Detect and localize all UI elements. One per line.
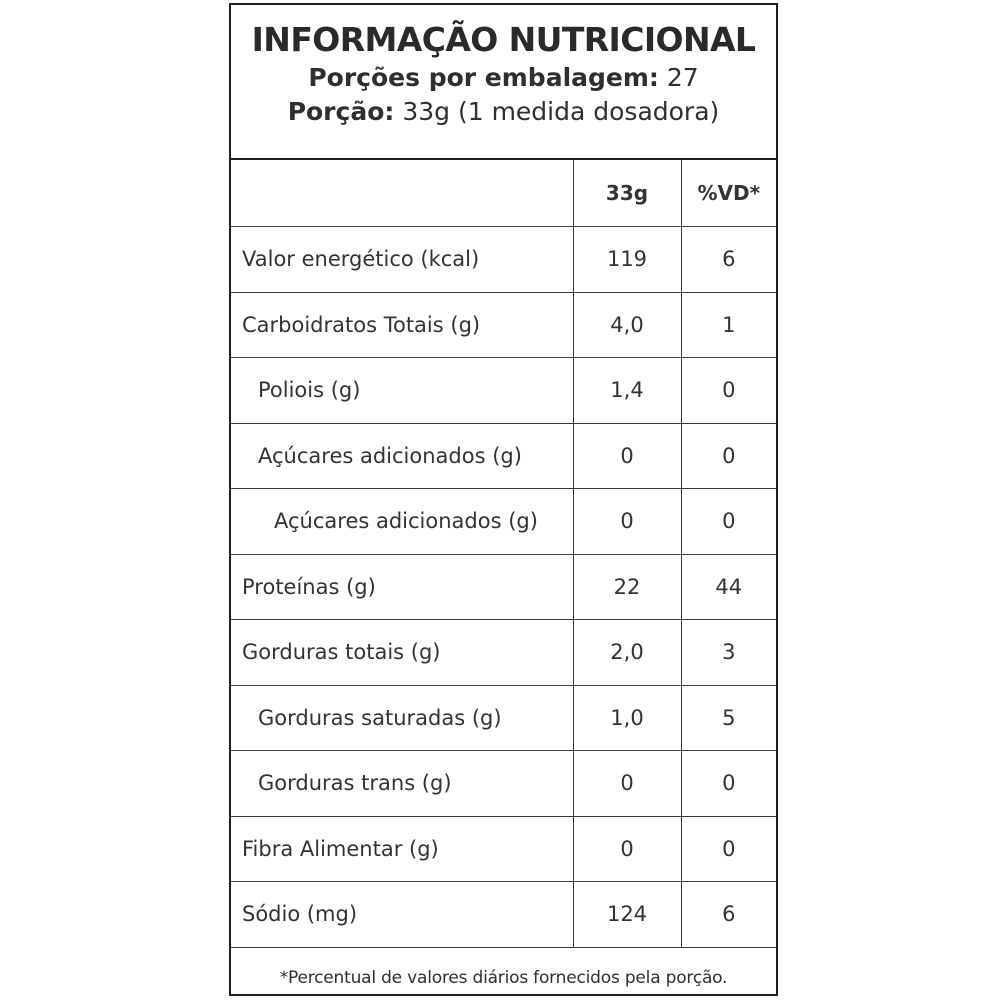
table-row xyxy=(231,816,776,882)
nutrient-amount: 0 xyxy=(573,751,681,817)
table-row xyxy=(231,489,776,555)
nutrient-daily-value: 3 xyxy=(681,620,776,686)
nutrient-daily-value: 5 xyxy=(681,685,776,751)
table-row xyxy=(231,620,776,686)
nutrient-amount: 22 xyxy=(573,554,681,620)
table-row xyxy=(231,554,776,620)
nutrient-daily-value: 44 xyxy=(681,554,776,620)
table-row xyxy=(231,423,776,489)
servings-value: 27 xyxy=(666,63,699,92)
portion-label: Porção: xyxy=(287,97,395,126)
table-row xyxy=(231,358,776,424)
nutrient-name: Fibra Alimentar (g) xyxy=(231,816,573,882)
nutrient-amount: 0 xyxy=(573,816,681,882)
table-row xyxy=(231,882,776,948)
nutrient-amount: 0 xyxy=(573,423,681,489)
table-row xyxy=(231,227,776,293)
nutrient-name: Carboidratos Totais (g) xyxy=(231,292,573,358)
nutrient-daily-value: 0 xyxy=(681,816,776,882)
nutrient-amount: 0 xyxy=(573,489,681,555)
nutrient-amount: 1,4 xyxy=(573,358,681,424)
nutrient-daily-value: 0 xyxy=(681,751,776,817)
nutrient-amount: 2,0 xyxy=(573,620,681,686)
portion-value: 33g (1 medida dosadora) xyxy=(402,97,720,126)
table-row xyxy=(231,751,776,817)
nutrient-name: Açúcares adicionados (g) xyxy=(231,423,573,489)
nutrient-name: Gorduras totais (g) xyxy=(231,620,573,686)
servings-label: Porções por embalagem: xyxy=(308,63,659,92)
nutrient-name: Proteínas (g) xyxy=(231,554,573,620)
nutrient-daily-value: 0 xyxy=(681,358,776,424)
nutrient-name: Valor energético (kcal) xyxy=(231,227,573,293)
nutrition-table-body xyxy=(231,227,776,948)
nutrient-name: Gorduras saturadas (g) xyxy=(231,685,573,751)
nutrient-daily-value: 1 xyxy=(681,292,776,358)
nutrient-daily-value: 0 xyxy=(681,489,776,555)
nutrition-table xyxy=(231,160,776,948)
label-header xyxy=(231,5,776,160)
column-header-nutrient xyxy=(231,160,573,227)
footnote: *Percentual de valores diários fornecidos pela porção. xyxy=(279,968,728,988)
nutrient-daily-value: 0 xyxy=(681,423,776,489)
nutrient-name: Gorduras trans (g) xyxy=(231,751,573,817)
nutrient-daily-value: 6 xyxy=(681,882,776,948)
table-row xyxy=(231,292,776,358)
table-row xyxy=(231,685,776,751)
nutrient-amount: 119 xyxy=(573,227,681,293)
label-title: INFORMAÇÃO NUTRICIONAL xyxy=(251,20,756,59)
nutrient-amount: 4,0 xyxy=(573,292,681,358)
nutrient-name: Poliois (g) xyxy=(231,358,573,424)
portion-size xyxy=(231,95,776,129)
nutrient-name: Sódio (mg) xyxy=(231,882,573,948)
servings-per-package xyxy=(231,61,776,95)
nutrient-amount: 1,0 xyxy=(573,685,681,751)
nutrition-facts-label xyxy=(229,3,778,996)
nutrient-name: Açúcares adicionados (g) xyxy=(231,489,573,555)
column-header-amount: 33g xyxy=(573,160,681,227)
nutrient-daily-value: 6 xyxy=(681,227,776,293)
nutrient-amount: 124 xyxy=(573,882,681,948)
table-header-row xyxy=(231,160,776,227)
column-header-daily-value: %VD* xyxy=(681,160,776,227)
